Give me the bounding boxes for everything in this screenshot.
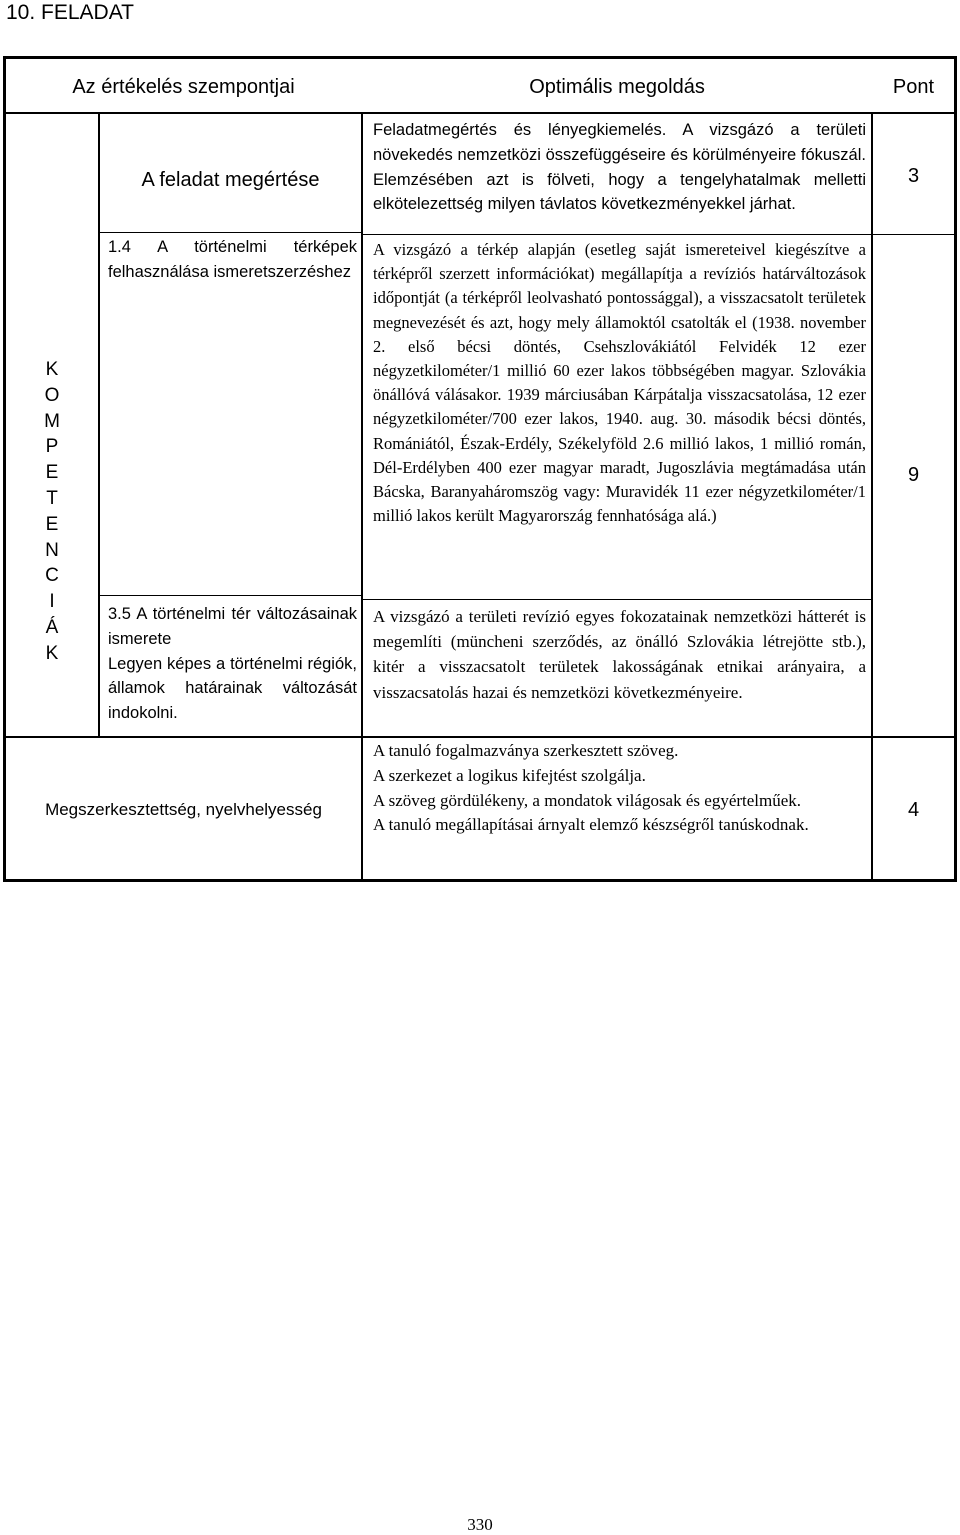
- composition-line: A szerkezet a logikus kifejtést szolgálja.: [373, 765, 646, 785]
- points-understanding: 3: [907, 165, 920, 187]
- composition-line: A tanuló megállapításai árnyalt elemző készségről tanúskodnak.: [373, 815, 809, 835]
- kompetencia-letter: K: [45, 642, 59, 664]
- page-number: 330: [467, 1515, 493, 1534]
- solution-composition: [373, 739, 866, 838]
- points-divider: [871, 112, 873, 879]
- row2-divider: [6, 736, 954, 738]
- kompetencia-letter: P: [45, 436, 59, 458]
- kompetencia-letter: C: [45, 565, 59, 587]
- criterion-historical-space: [108, 602, 357, 726]
- subrow-divider-right: [361, 599, 873, 600]
- kompetencia-letter: Á: [45, 616, 59, 638]
- kompetencia-letter: E: [45, 462, 59, 484]
- header-solution: Optimális megoldás: [529, 76, 705, 98]
- composition-line: A szöveg gördülékeny, a mondatok világosak és egyértelműek.: [373, 790, 802, 810]
- subrow-divider-left: [98, 595, 363, 596]
- kompetencia-letter: E: [45, 513, 59, 535]
- row1-divider-left: [98, 232, 363, 233]
- criterion-historical-space-desc: Legyen képes a történelmi régiók, államok határainak változását indokolni.: [108, 654, 357, 723]
- solution-maps: A vizsgázó a térkép alapján (esetleg saját ismereteivel kiegészítve a térképről szerzett információkat) megállapítja a revíziós határváltozások időpontját (a térképről leolvasható pontossággal), a visszacsatolt területek megnevezését és azt, hogy mely államoktól csatolták el (1938. november 2. első bécsi döntés, Csehszlovákiától Felvidék 12 ezer négyzetkilométer/1 millió 60 ezer lakos többségében magyar. Szlovákia önállóvá válásakor. 1939 márciusában Kárpátalja visszacsatolása, 12 ezer négyzetkilométer/700 ezer lakos, 1940. aug. 30. második bécsi döntés, Romániától, Észak-Erdély, Székelyföld 2.6 millió lakos, 1 millió román, Dél-Erdélyben 400 ezer magyar maradt, Jugoszlávia megtámadása után Bácska, Baranyaháromszög vagy: Muravidék 11 ezer négyzetkilométer/1 millió lakos került Magyarország fennhatósága alá.): [373, 240, 866, 526]
- criteria-divider: [361, 112, 363, 879]
- kompetencia-letter: O: [44, 384, 60, 406]
- criterion-historical-space-title: 3.5 A történelmi tér változásainak ismerete: [108, 605, 357, 648]
- kompetencia-letter: N: [45, 539, 59, 561]
- kompetencia-letter: I: [49, 591, 55, 613]
- composition-line: A tanuló fogalmazványa szerkesztett szöveg.: [373, 741, 679, 760]
- kompetencia-label: [6, 357, 98, 667]
- criterion-maps: 1.4 A történelmi térképek felhasználása ismeretszerzéshez: [108, 238, 357, 281]
- evaluation-table: [3, 56, 957, 882]
- kompetencia-divider: [98, 114, 100, 736]
- row1-divider-right: [361, 234, 954, 235]
- criterion-understanding: A feladat megértése: [141, 169, 320, 191]
- solution-understanding: Feladatmegértés és lényegkiemelés. A vizsgázó a területi növekedés nemzetközi összefüggéseire és körülményeire fókuszál. Elemzésében azt is fölveti, hogy a tengelyhatalmak melletti elkötelezettség milyen távlatos következményekkel járhat.: [373, 121, 866, 214]
- header-divider: [6, 112, 954, 114]
- header-criteria: Az értékelés szempontjai: [72, 76, 295, 98]
- kompetencia-letter: K: [45, 359, 59, 380]
- kompetencia-letter: T: [46, 487, 58, 509]
- page-title: 10. FELADAT: [6, 1, 134, 24]
- solution-historical-space: A vizsgázó a területi revízió egyes fokozatainak nemzetközi hátterét is megemlíti (müncheni szerződés, az önálló Szlovákia létrejötte stb.), kitér a visszacsatolt területek lakosságának etnikai arányaira, a visszacsatolás hazai és nemzetközi következményeire.: [373, 607, 866, 702]
- points-maps: 9: [907, 464, 920, 486]
- points-composition: 4: [907, 799, 920, 821]
- kompetencia-letter: M: [44, 410, 60, 432]
- header-points: Pont: [892, 76, 935, 98]
- criterion-composition: Megszerkesztettség, nyelvhelyesség: [45, 800, 322, 819]
